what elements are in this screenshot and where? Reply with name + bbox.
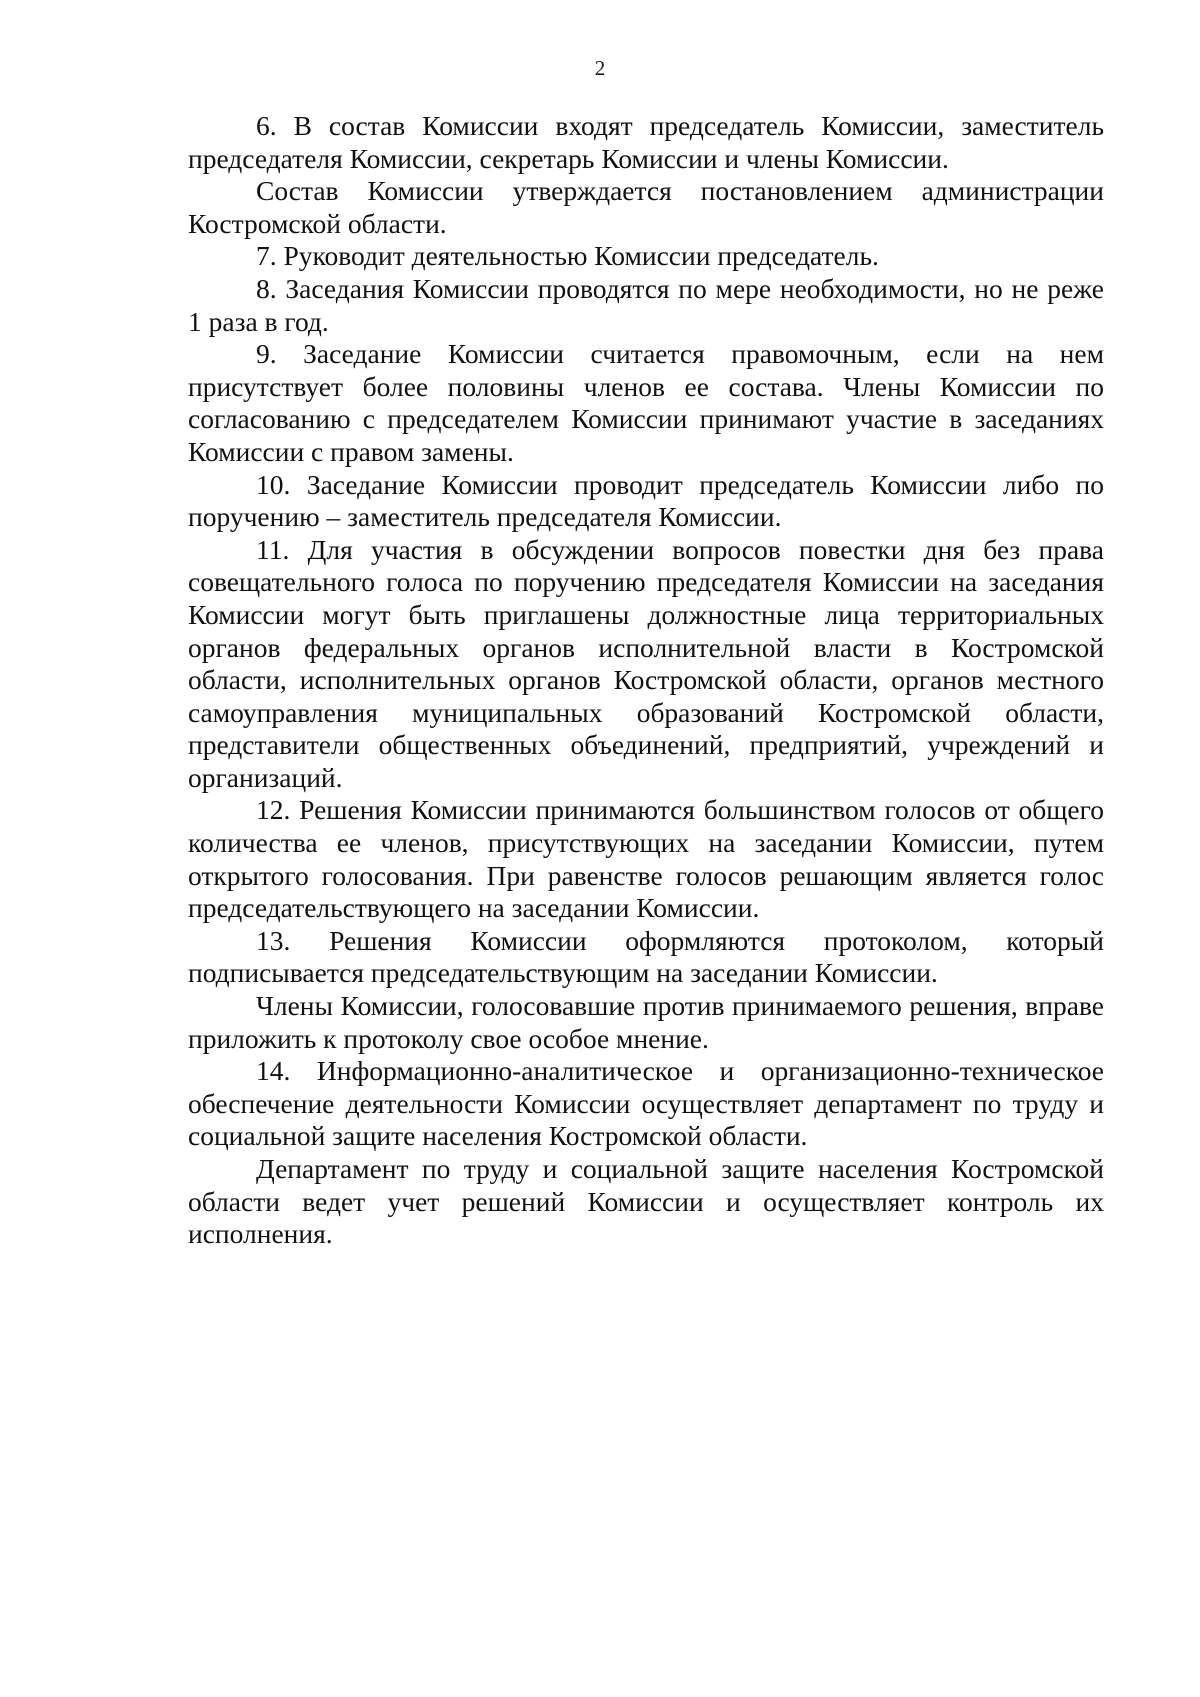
paragraph-item-8: 8. Заседания Комиссии проводятся по мере необходимости, но не реже 1 раза в год. xyxy=(188,272,1104,337)
paragraph-composition-approval: Состав Комиссии утверждается постановлением администрации Костромской области. xyxy=(188,175,1104,239)
page-number: 2 xyxy=(594,56,606,80)
paragraph-item-6: 6. В состав Комиссии входят председатель Комиссии, заместитель председателя Комиссии, секретарь Комиссии и члены Комиссии. xyxy=(188,110,1104,174)
paragraph-dissenting-opinion: Члены Комиссии, голосовавшие против принимаемого решения, вправе приложить к протоколу свое особое мнение. xyxy=(188,990,1104,1054)
paragraph-item-7: 7. Руководит деятельностью Комиссии председатель. xyxy=(256,240,879,272)
paragraph-item-11: 11. Для участия в обсуждении вопросов повестки дня без права совещательного голоса по поручению председателя Комиссии на заседания Комиссии могут быть приглашены должностные лица территориальных органов федеральных органов исполнительной власти в Костромской области, исполнительных органов Костромской области, органов местного самоуправления муниципальных образований Костромской области, представители общественных объединений, предприятий, учреждений и организаций. xyxy=(188,533,1104,793)
document-body xyxy=(188,110,1104,1251)
paragraph-item-12: 12. Решения Комиссии принимаются большинством голосов от общего количества ее членов, присутствующих на заседании Комиссии, путем открытого голосования. При равенстве голосов решающим является голос председательствующего на заседании Комиссии. xyxy=(188,794,1104,924)
paragraph-item-9: 9. Заседание Комиссии считается правомочным, если на нем присутствует более половины членов ее состава. Члены Комиссии по согласованию с председателем Комиссии принимают участие в заседаниях Комиссии с правом замены. xyxy=(188,338,1104,467)
paragraph-item-14: 14. Информационно-аналитическое и организационно-техническое обеспечение деятельности Комиссии осуществляет департамент по труду и социальной защите населения Костромской области. xyxy=(188,1055,1104,1152)
paragraph-department-control: Департамент по труду и социальной защите населения Костромской области ведет учет решений Комиссии и осуществляет контроль их исполнения. xyxy=(188,1153,1104,1250)
paragraph-item-10: 10. Заседание Комиссии проводит председатель Комиссии либо по поручению – заместитель председателя Комиссии. xyxy=(188,468,1104,533)
paragraph-item-13: 13. Решения Комиссии оформляются протоколом, который подписывается председательствующим на заседании Комиссии. xyxy=(188,924,1104,989)
